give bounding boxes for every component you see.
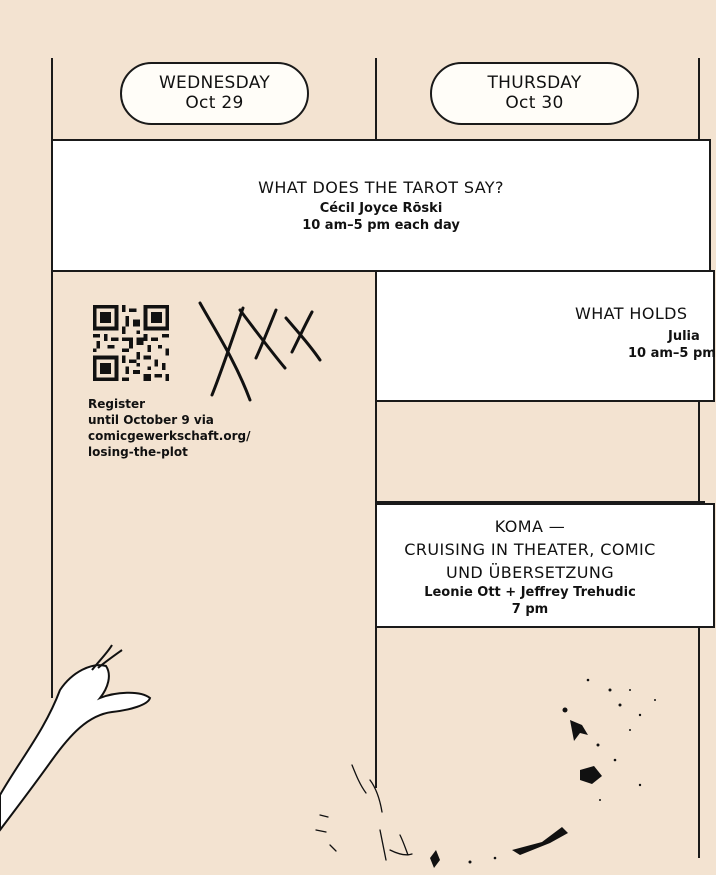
day-weekday: THURSDAY <box>487 73 582 93</box>
event-person: Julia <box>668 329 700 344</box>
event-person: Cécil Joyce Rōski <box>319 201 443 216</box>
event-title: WHAT HOLDS <box>575 304 688 323</box>
register-line: Register <box>88 397 146 411</box>
event-time: 7 pm <box>511 602 549 617</box>
register-link[interactable]: comicgewerkschaft.org/ <box>88 429 251 443</box>
day-date: Oct 29 <box>185 93 244 113</box>
sketch-lines-icon <box>316 765 412 860</box>
register-link[interactable]: losing-the-plot <box>88 445 188 459</box>
day-weekday: WEDNESDAY <box>158 73 271 93</box>
event-people: Leonie Ott + Jeffrey Trehudic <box>424 585 636 600</box>
register-line: until October 9 via <box>88 413 214 427</box>
handwritten-xxx-mark <box>200 303 320 400</box>
event-title: WHAT DOES THE TAROT SAY? <box>258 178 504 197</box>
ink-splatter-icon <box>430 679 656 868</box>
event-title-line: UND ÜBERSETZUNG <box>445 563 615 582</box>
event-time: 10 am–5 pm <box>628 346 716 361</box>
hand-drawing-icon <box>0 645 150 830</box>
event-title-line: KOMA — <box>494 517 566 536</box>
event-time: 10 am–5 pm each day <box>302 218 460 233</box>
event-title-line: CRUISING IN THEATER, COMIC <box>404 540 656 559</box>
day-date: Oct 30 <box>505 93 564 113</box>
